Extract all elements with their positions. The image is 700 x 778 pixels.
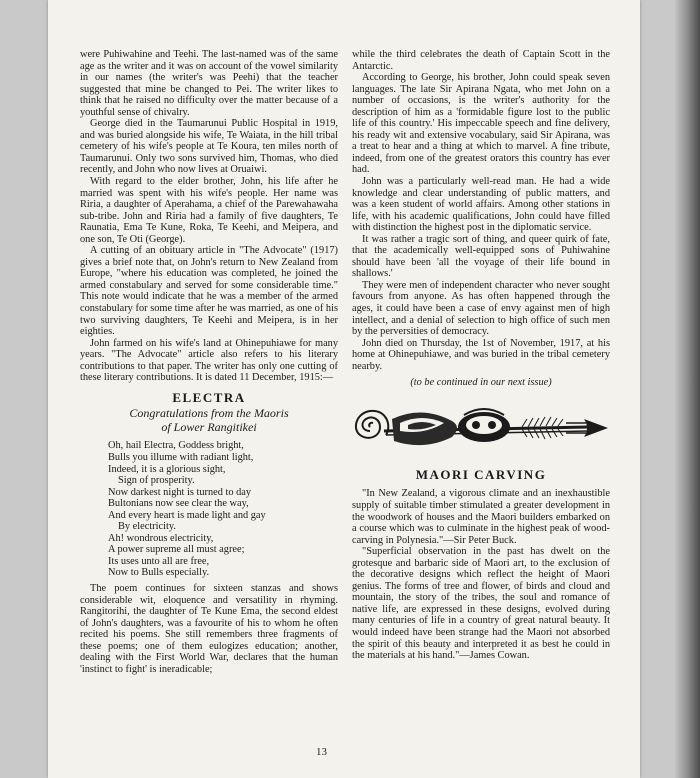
paragraph: while the third celebrates the death of Captain Scott in the Antarctic. [352, 49, 610, 72]
poem-subtitle-line: Congratulations from the Maoris [129, 406, 289, 421]
poem-body [108, 440, 338, 579]
page-number: 13 [316, 746, 327, 758]
document-page [48, 0, 640, 778]
paragraph: With regard to the elder brother, John, his life after he married was spent with his wife's people. Her name was Riria, a daughter of Aperahama, a chief of the Parewahawaha sub-tribe. John and Riria had a family of five daughters, Te Raunatia, Ema Te Kune, Roka, Te Keehi, and Meipera, and one son, Te Oti (George). [80, 176, 338, 245]
paragraph: John was a particularly well-read man. He had a wide knowledge and clear understanding of public matters, and was a keen student of world affairs. Among other stations in life, with his academic qualifications, John could have filled with distinction the highest post in the diplomatic service. [352, 176, 610, 234]
left-column [80, 49, 338, 675]
poem-line: Oh, hail Electra, Goddess bright, [108, 440, 244, 452]
poem-line: Indeed, it is a glorious sight, [108, 463, 226, 475]
paragraph: According to George, his brother, John could speak seven languages. The late Sir Apirana Ngata, who met John on a number of occasions, is the writer's authority for the description of him as a 'formidable figure lost to the public life of this country.' His impeccable speech and fine delivery, his ready wit and extensive vocabulary, said Sir Apirana, was a treat to hear and a thing at which to marvel. A fine tribute, indeed, from one of the greatest orators this country has ever had. [352, 72, 610, 176]
poem-title: ELECTRA [172, 389, 246, 405]
poem-line: Bultonians now see clear the way, [108, 498, 249, 510]
paragraph: George died in the Taumarunui Public Hospital in 1919, and was buried alongside his wife, Te Waiata, in the hill tribal cemetery of his wife's people at Te Koura, ten miles north of Taumarunui. Only two sons survived him, Thomas, who died recently, and John who now lives at Oruaiwi. [80, 118, 338, 176]
poem-line: Now darkest night is turned to day [108, 486, 252, 498]
paragraph: They were men of independent character who never sought favours from anyone. As has often happened through the ages, it could have been a case of envy against men of high intellect, and a denial of selection to high office of such men by the perversities of democracy. [352, 279, 610, 338]
paragraph: A cutting of an obituary article in "The Advocate" (1917) gives a brief note that, on John's return to New Zealand from Europe, "where his education was completed, he joined the armed constabulary and served for some considerable time." This note would indicate that he was a member of the armed constabulary for some time after he was married, as one of his two surviving daughters, Te Keehi and Meipera, is in her eighties. [80, 245, 338, 338]
poem-line: A power supreme all must agree; [108, 544, 245, 556]
paragraph: "In New Zealand, a vigorous climate and an inexhaustible supply of suitable timber stimulated a greater development in the woodwork of houses and the Maori builders embarked on a course which was to culminate in the highest peak of wood-carving in Polynesia."—Sir Peter Buck. [352, 488, 610, 546]
poem-line: Ah! wondrous electricity, [108, 532, 214, 544]
poem-subtitle [80, 406, 338, 434]
paragraph: were Puhiwahine and Teehi. The last-named was of the same age as the writer and it was on account of the vowel similarity in our names (the writer's was Peehi) that the teacher suggested that mine be changed to Pei. The writer likes to think that he raised no difficulty over the matter because of a youthful sense of chivalry. [80, 49, 338, 118]
scan-edge-shadow [674, 0, 700, 778]
poem-line: Now to Bulls especially. [108, 567, 210, 579]
paragraph: "Superficial observation in the past has dwelt on the grotesque and barbaric side of Maori art, to the exclusion of the decorative designs which reflect the height of Maori genius. The forms of tree and flower, of birds and cloud and mountain, the story of the tribes, the soul and romance of native life, are expressed in these designs, evolved during many centuries of life in a country of great natural beauty. It would indeed have been strange had the Maori not absorbed the spirit of this beauty and interpreted it as best he could in the materials at his hand."—James Cowan. [352, 546, 610, 662]
continued-note: (to be continued in our next issue) [410, 377, 552, 389]
poem-line: Bulls you illume with radiant light, [108, 451, 254, 463]
paragraph: The poem continues for sixteen stanzas and shows considerable wit, eloquence and versatility in rhyming. Rangitorihi, the daughter of Te Kune Ema, the second eldest of John's daughters, was a favourite of his to whom he often recited his poems. She still remembers three fragments of these poems; one of them eulogizes education; another, dealing with the First World War, declares that the human 'instinct to fight' is ineradicable; [80, 582, 338, 675]
poem-line: And every heart is made light and gay [108, 509, 266, 521]
paragraph: John farmed on his wife's land at Ohinepuhiawe for many years. "The Advocate" article also refers to his literary contributions to that paper. The writer has only one cutting of these literary contributions. It is dated 11 December, 1915:— [80, 337, 338, 384]
poem-line: By electricity. [118, 521, 176, 533]
poem-line: Its uses unto all are free, [108, 555, 210, 567]
carved-taiaha-illustration [352, 401, 610, 457]
paragraph: John died on Thursday, the 1st of November, 1917, at his home at Ohinepuhiawe, and was buried in the tribal cemetery nearby. [352, 337, 610, 372]
poem-line: Sign of prosperity. [118, 475, 195, 487]
section-title: MAORI CARVING [415, 466, 547, 482]
poem-subtitle-line: of Lower Rangitikei [161, 420, 257, 435]
paragraph: It was rather a tragic sort of thing, and queer quirk of fate, that the academically well-equipped sons of Puhiwahine should have been 'all the voyage of their life bound in shallows.' [352, 233, 610, 280]
right-column [352, 49, 610, 662]
